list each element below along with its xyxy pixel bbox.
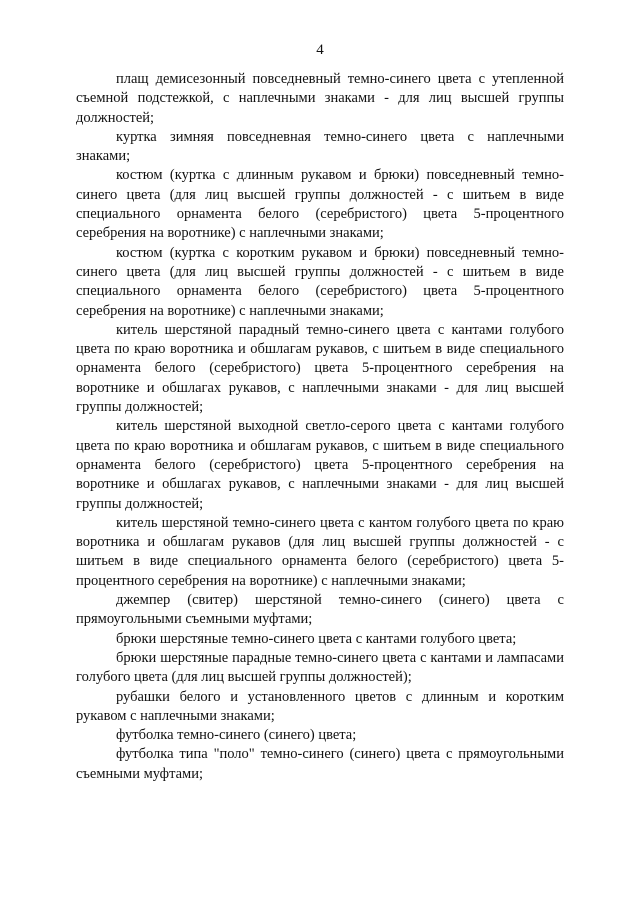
- paragraph-winter-jacket: куртка зимняя повседневная темно-синего цвета с наплечными знаками;: [76, 128, 564, 165]
- paragraph-polo-shirt: футболка типа "поло" темно-синего (синего) цвета с прямоугольными съемными муфтами;: [76, 746, 564, 782]
- paragraph-wool-trousers: брюки шерстяные темно-синего цвета с кантами голубого цвета;: [116, 630, 517, 647]
- paragraph-walking-out-tunic: китель шерстяной выходной светло-серого цвета с кантами голубого цвета по краю воротника и обшлагам рукавов, с шитьем в виде специального орнамента белого (серебристого) цвета 5-процентного серебрения на воротнике и обшлагах рукавов, с наплечными знаками - для лиц высшей группы должностей;: [76, 418, 564, 512]
- paragraph-wool-tunic: китель шерстяной темно-синего цвета с кантом голубого цвета по краю воротника и обшлагам рукавов (для лиц высшей группы должностей - с шитьем в виде специального орнамента белого (серебристого) цвета 5-процентного серебрения на воротнике) с наплечными знаками;: [76, 514, 564, 589]
- document-body: [76, 70, 564, 784]
- paragraph-dress-trousers: брюки шерстяные парадные темно-синего цвета с кантами и лампасами голубого цвета (для лиц высшей группы должностей);: [76, 649, 564, 686]
- paragraph-raincoat: плащ демисезонный повседневный темно-синего цвета с утепленной съемной подстежкой, с наплечными знаками - для лиц высшей группы должностей;: [76, 71, 564, 126]
- paragraph-suit-long-sleeve: костюм (куртка с длинным рукавом и брюки) повседневный темно-синего цвета (для лиц высшей группы должностей - с шитьем в виде специального орнамента белого (серебристого) цвета 5-процентного серебрения на воротнике) с наплечными знаками;: [76, 167, 564, 242]
- paragraph-suit-short-sleeve: костюм (куртка с коротким рукавом и брюки) повседневный темно-синего цвета (для лиц высшей группы должностей - с шитьем в виде специального орнамента белого (серебристого) цвета 5-процентного серебрения на воротнике) с наплечными знаками;: [76, 244, 564, 319]
- paragraph-t-shirt: футболка темно-синего (синего) цвета;: [116, 727, 357, 744]
- paragraph-shirts: рубашки белого и установленного цветов с длинным и коротким рукавом с наплечными знаками;: [76, 688, 564, 724]
- page-number: 4: [316, 42, 324, 58]
- paragraph-jumper: джемпер (свитер) шерстяной темно-синего (синего) цвета с прямоугольными съемными муфтами;: [76, 592, 564, 628]
- paragraph-dress-tunic: китель шерстяной парадный темно-синего цвета с кантами голубого цвета по краю воротника и обшлагам рукавов, с шитьем в виде специального орнамента белого (серебристого) цвета 5-процентного серебрения на воротнике и обшлагах рукавов, с наплечными знаками - для лиц высшей группы должностей;: [76, 321, 564, 416]
